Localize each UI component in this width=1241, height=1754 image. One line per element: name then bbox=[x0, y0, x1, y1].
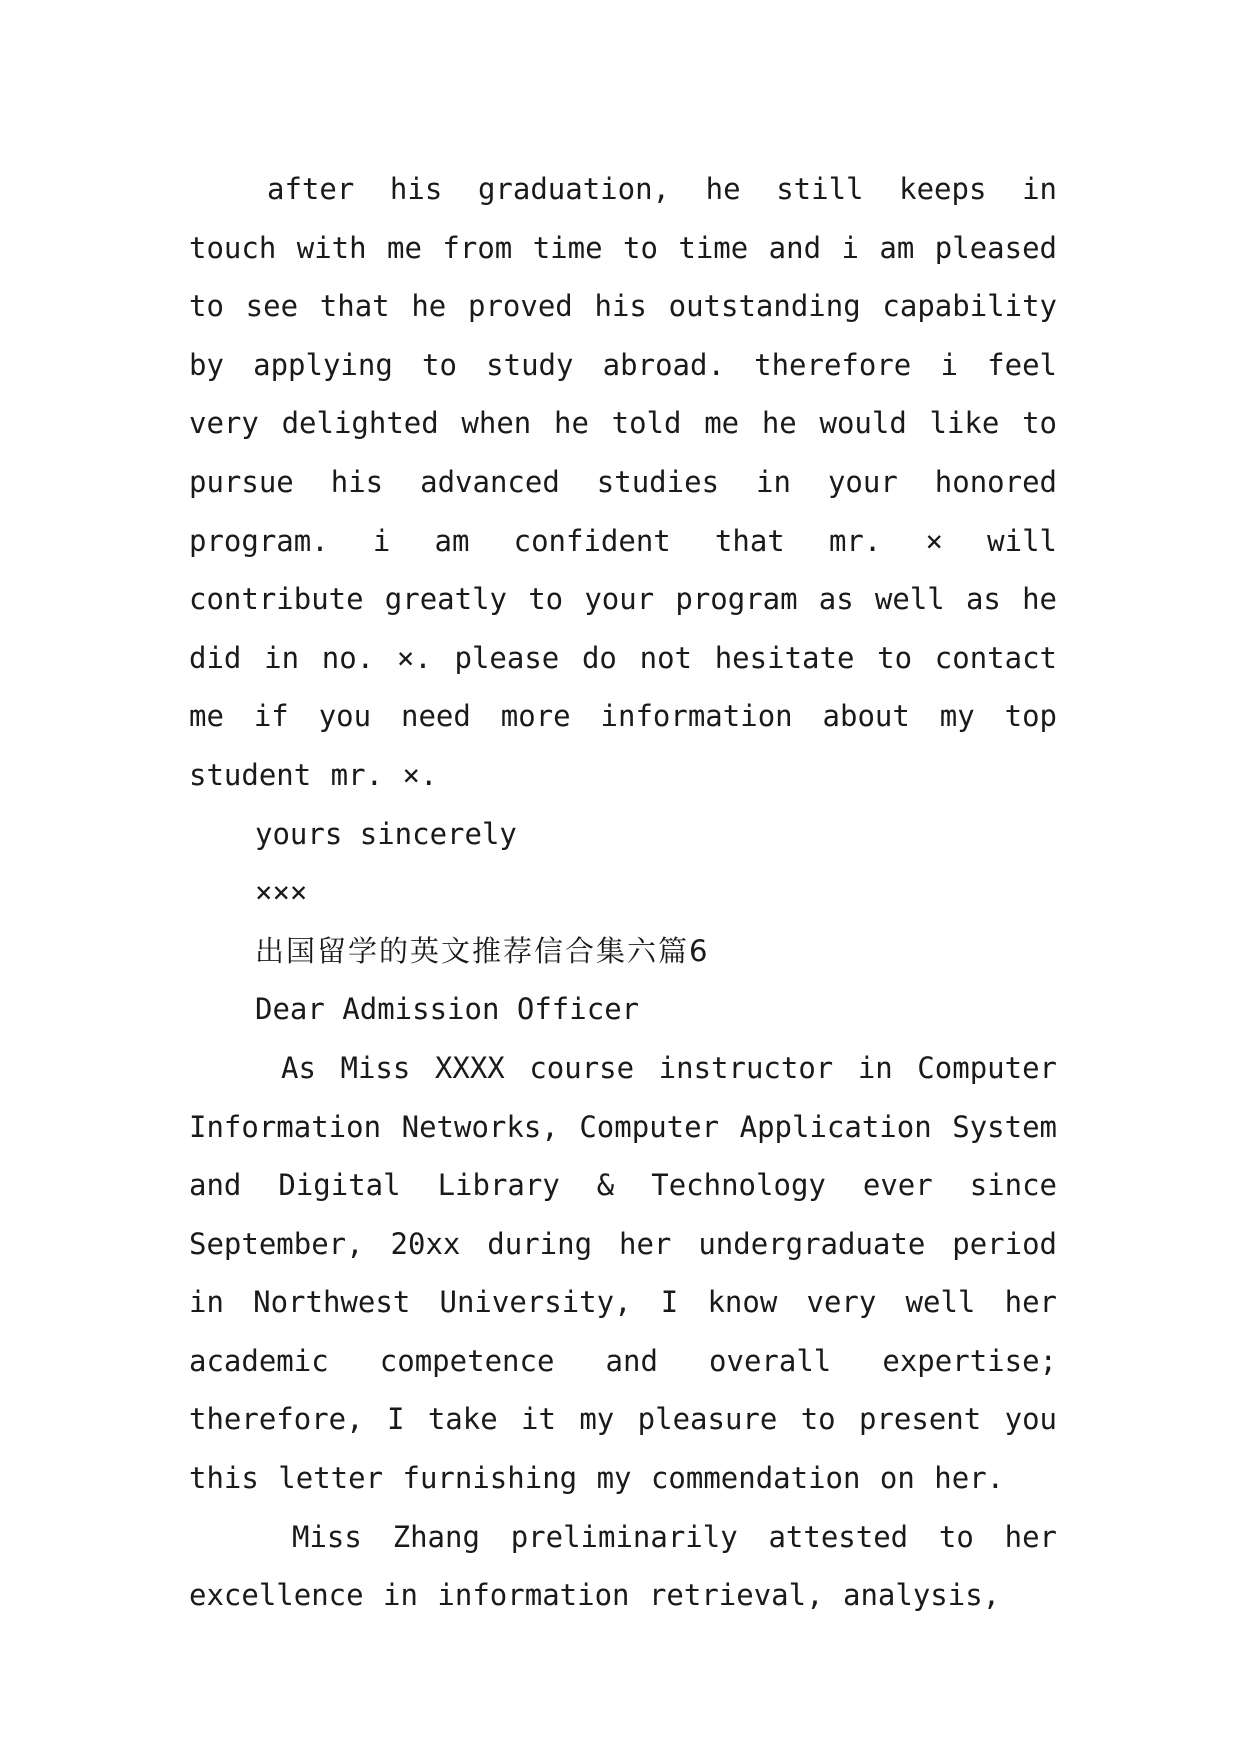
section-heading: 出国留学的英文推荐信合集六篇6 bbox=[255, 933, 710, 968]
body-paragraph-1: after his graduation, he still keeps in touch with me from time to time and i am pleased to see that he proved his outstanding capability by applying to study abroad. therefore i feel very delighted when he told me he would like to pursue his advanced studies in your honored program. i am confident that mr. × will contribute greatly to your program as well as he did in no. ×. please do not hesitate to contact me if you need more information about my top student mr. ×. bbox=[189, 172, 1057, 792]
closing-line: yours sincerely bbox=[255, 816, 517, 851]
body-paragraph-2: As Miss XXXX course instructor in Computer Information Networks, Computer Application System and Digital Library & Technology ever since September, 20xx during her undergraduate period in Northwest University, I know very well her academic competence and overall expertise; therefore, I take it my pleasure to present you this letter furnishing my commendation on her. bbox=[189, 1050, 1057, 1496]
letter-body bbox=[189, 160, 1057, 1625]
signature: ××× bbox=[255, 875, 308, 910]
body-paragraph-3: Miss Zhang preliminarily attested to her excellence in information retrieval, analysis, bbox=[189, 1519, 1057, 1613]
salutation: Dear Admission Officer bbox=[255, 992, 640, 1027]
